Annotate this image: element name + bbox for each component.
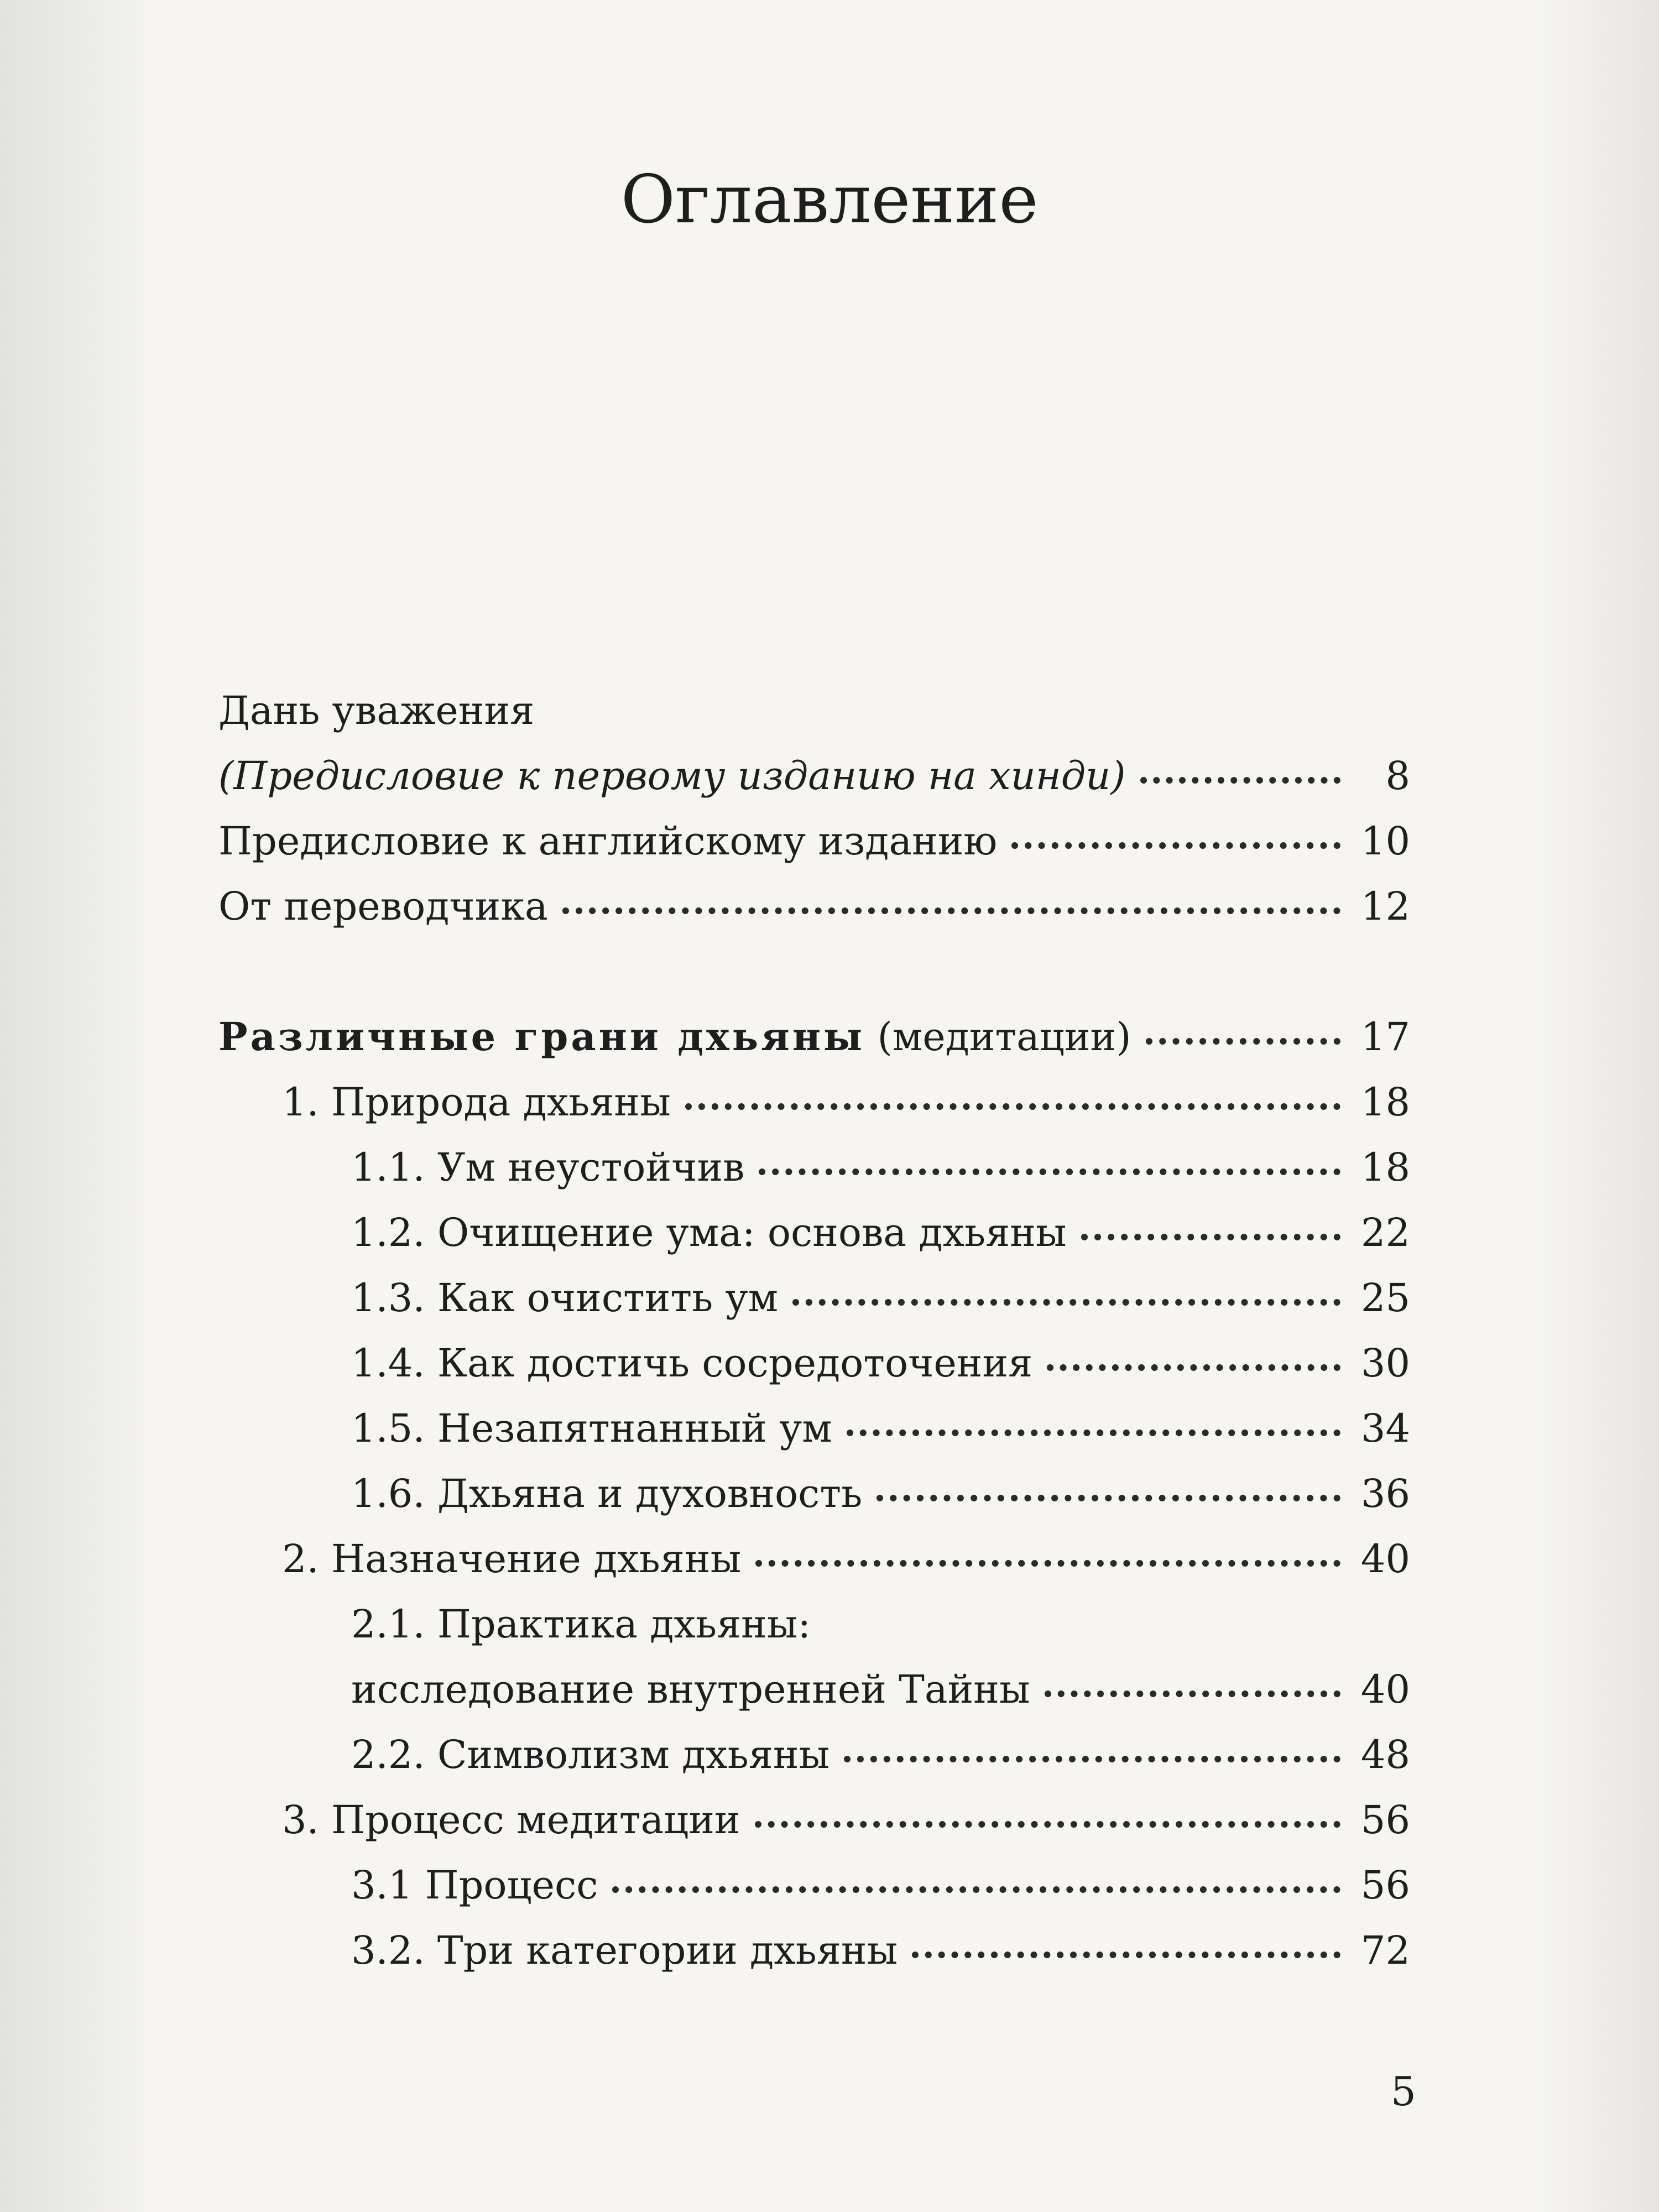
toc-entry-section bbox=[218, 1722, 1410, 1787]
toc-entry-page: 40 bbox=[1360, 1536, 1410, 1582]
toc-entry-title: 1.2. Очищение ума: основа дхьяны bbox=[351, 1210, 1067, 1255]
toc-entry-chapter-3 bbox=[218, 1787, 1410, 1853]
toc-entry-title: (Предисловие к первому изданию на хинди) bbox=[218, 753, 1126, 799]
dot-leader bbox=[1011, 842, 1340, 849]
dot-leader bbox=[1140, 777, 1340, 784]
dot-leader bbox=[912, 1952, 1340, 1958]
toc-entry-section bbox=[218, 1853, 1410, 1918]
toc-entry-title: 3. Процесс медитации bbox=[282, 1797, 740, 1843]
toc-entry-section bbox=[218, 1200, 1410, 1265]
toc-entry-section bbox=[218, 1265, 1410, 1331]
page-number: 5 bbox=[1391, 2068, 1416, 2115]
toc-entry-title: 2.1. Практика дхьяны: bbox=[351, 1601, 811, 1647]
dot-leader bbox=[759, 1168, 1340, 1175]
toc-entry-title: От переводчика bbox=[218, 884, 548, 929]
toc-entry-title: 1.1. Ум неустойчив bbox=[351, 1145, 745, 1190]
page-title: Оглавление bbox=[620, 161, 1039, 238]
dot-leader bbox=[792, 1299, 1340, 1306]
toc-entry-page: 72 bbox=[1360, 1928, 1410, 1973]
toc-entry-title: 1.6. Дхьяна и духовность bbox=[351, 1471, 863, 1516]
toc-entry-title: Предисловие к английскому изданию bbox=[218, 818, 998, 864]
toc-entry-page: 40 bbox=[1360, 1667, 1410, 1712]
toc-entry-page: 30 bbox=[1360, 1340, 1410, 1386]
toc-entry-title: 2. Назначение дхьяны bbox=[282, 1536, 742, 1582]
toc-entry-section bbox=[218, 1592, 1410, 1657]
page-shadow-right bbox=[1537, 0, 1659, 2212]
dot-leader bbox=[562, 907, 1340, 914]
toc-entry-page: 25 bbox=[1360, 1275, 1410, 1321]
dot-leader bbox=[1047, 1364, 1340, 1371]
toc-entry-title: 2.2. Символизм дхьяны bbox=[351, 1732, 830, 1777]
dot-leader bbox=[844, 1756, 1340, 1762]
toc-entry-page: 22 bbox=[1360, 1210, 1410, 1255]
toc-entry-title: Дань уважения bbox=[218, 688, 535, 733]
dot-leader bbox=[877, 1495, 1340, 1501]
toc-entry-title-rest: (медитации) bbox=[865, 1014, 1131, 1060]
toc-entry-title: 1.5. Незапятнанный ум bbox=[351, 1406, 832, 1451]
toc-entry-title: 1.3. Как очистить ум bbox=[351, 1275, 779, 1321]
toc-entry-section bbox=[218, 1461, 1410, 1526]
toc-entry-title: 1.4. Как достичь сосредоточения bbox=[351, 1340, 1033, 1386]
page-shadow-left bbox=[0, 0, 144, 2212]
toc-entry-section bbox=[218, 1396, 1410, 1461]
toc-entry-english-preface bbox=[218, 808, 1410, 874]
dot-leader bbox=[755, 1821, 1340, 1828]
toc-entry-chapter-2 bbox=[218, 1526, 1410, 1592]
toc-entry-title: 3.2. Три категории дхьяны bbox=[351, 1928, 898, 1973]
toc-entry-page: 8 bbox=[1385, 753, 1410, 799]
dot-leader bbox=[1045, 1691, 1340, 1697]
toc-entry-page: 56 bbox=[1360, 1797, 1410, 1843]
toc-entry-section-continued bbox=[218, 1657, 1410, 1722]
toc-entry-translator bbox=[218, 874, 1410, 939]
toc-entry-section bbox=[218, 1331, 1410, 1396]
dot-leader bbox=[755, 1560, 1340, 1567]
table-of-contents bbox=[218, 678, 1410, 1983]
toc-entry-page: 48 bbox=[1360, 1732, 1410, 1777]
toc-entry-page: 36 bbox=[1360, 1471, 1410, 1516]
toc-entry-section bbox=[218, 1135, 1410, 1200]
toc-entry-hindi-preface bbox=[218, 743, 1410, 808]
dot-leader bbox=[612, 1886, 1340, 1893]
toc-entry-page: 34 bbox=[1360, 1406, 1410, 1451]
toc-entry-page: 12 bbox=[1360, 884, 1410, 929]
toc-entry-title: исследование внутренней Тайны bbox=[351, 1667, 1030, 1712]
dot-leader bbox=[847, 1430, 1340, 1436]
dot-leader bbox=[1146, 1038, 1340, 1045]
dot-leader bbox=[1081, 1234, 1340, 1240]
toc-entry-section bbox=[218, 1918, 1410, 1983]
dot-leader bbox=[685, 1103, 1340, 1110]
toc-entry-page: 10 bbox=[1360, 818, 1410, 864]
toc-entry-tribute bbox=[218, 678, 1410, 743]
toc-entry-page: 56 bbox=[1360, 1863, 1410, 1908]
toc-entry-title: 3.1 Процесс bbox=[351, 1863, 598, 1908]
toc-entry-title bbox=[218, 1004, 1131, 1070]
toc-entry-page: 17 bbox=[1360, 1014, 1410, 1060]
toc-entry-part-heading bbox=[218, 1004, 1410, 1070]
toc-entry-page: 18 bbox=[1360, 1145, 1410, 1190]
toc-entry-page: 18 bbox=[1360, 1079, 1410, 1125]
toc-entry-title: 1. Природа дхьяны bbox=[282, 1079, 671, 1125]
toc-entry-chapter-1 bbox=[218, 1070, 1410, 1135]
toc-entry-title-strong: Различные грани дхьяны bbox=[218, 1014, 865, 1060]
